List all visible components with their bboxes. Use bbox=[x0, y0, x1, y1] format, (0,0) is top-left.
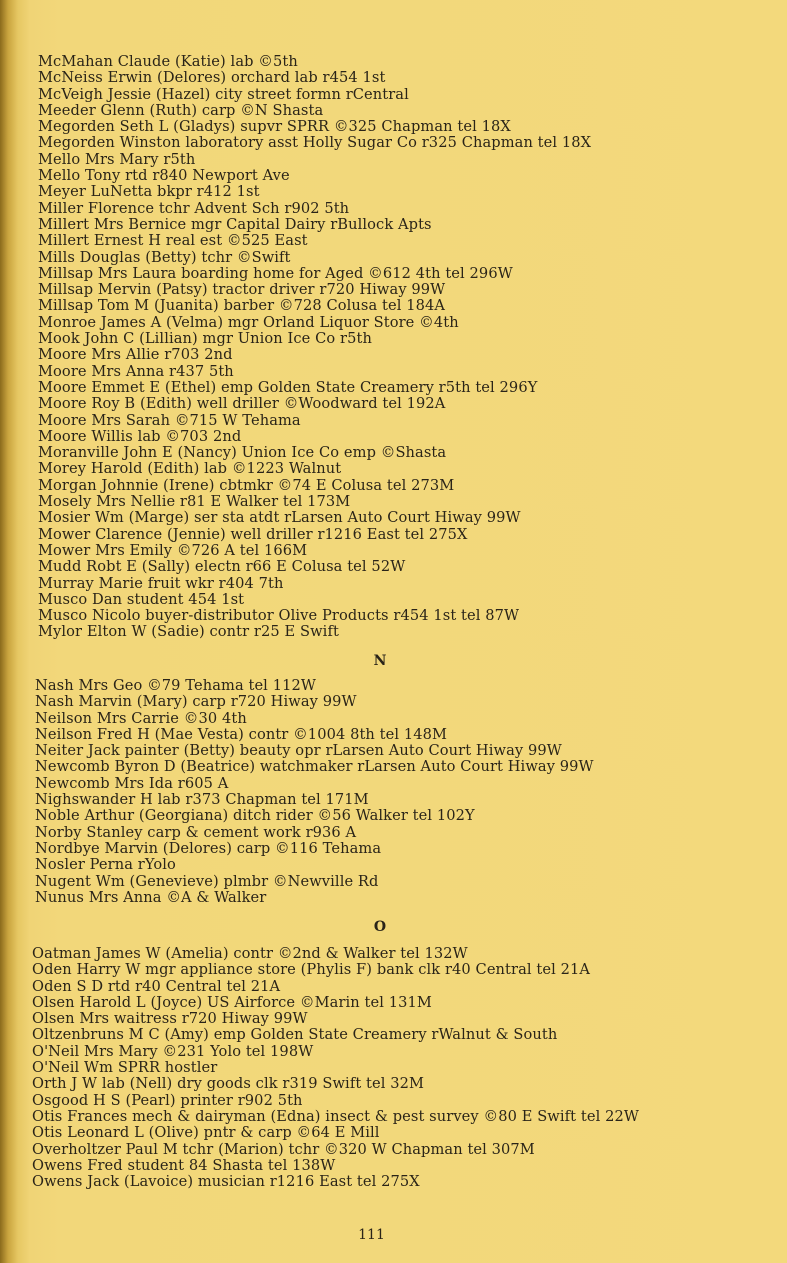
directory-entry: Owens Jack (Lavoice) musician r1216 East tel 275X bbox=[32, 1173, 420, 1191]
directory-entry: Oden S D rtd r40 Central tel 21A bbox=[32, 977, 281, 995]
directory-entry: Owens Fred student 84 Shasta tel 138W bbox=[32, 1156, 336, 1174]
directory-entry: Nighswander H lab r373 Chapman tel 171M bbox=[35, 791, 369, 809]
directory-entry: Neilson Mrs Carrie ©30 4th bbox=[35, 709, 247, 727]
directory-entry: Megorden Seth L (Gladys) supvr SPRR ©325 Chapman tel 18X bbox=[38, 118, 511, 136]
page-number: 111 bbox=[358, 1227, 385, 1243]
directory-entry: Megorden Winston laboratory asst Holly Sugar Co r325 Chapman tel 18X bbox=[38, 134, 592, 152]
directory-entry: Nunus Mrs Anna ©A & Walker bbox=[35, 888, 267, 906]
directory-entry: Neiter Jack painter (Betty) beauty opr rLarsen Auto Court Hiway 99W bbox=[35, 742, 562, 760]
section-heading-o: O bbox=[373, 919, 387, 935]
directory-entry: Mudd Robt E (Sally) electn r66 E Colusa tel 52W bbox=[38, 558, 406, 576]
directory-entry: Mower Mrs Emily ©726 A tel 166M bbox=[38, 541, 308, 559]
directory-entry: Morey Harold (Edith) lab ©1223 Walnut bbox=[38, 460, 342, 478]
directory-entry: Osgood H S (Pearl) printer r902 5th bbox=[32, 1091, 303, 1109]
directory-entry: Meeder Glenn (Ruth) carp ©N Shasta bbox=[38, 101, 324, 119]
directory-entry: McMahan Claude (Katie) lab ©5th bbox=[38, 53, 298, 70]
directory-entry: Mower Clarence (Jennie) well driller r1216 East tel 275X bbox=[38, 525, 468, 543]
directory-entry: Moore Mrs Sarah ©715 W Tehama bbox=[38, 411, 301, 429]
directory-entry: Oden Harry W mgr appliance store (Phylis F) bank clk r40 Central tel 21A bbox=[32, 961, 591, 979]
section-n-entries bbox=[35, 678, 775, 906]
directory-entry: Moore Emmet E (Ethel) emp Golden State Creamery r5th tel 296Y bbox=[38, 378, 538, 396]
directory-entry: Morgan Johnnie (Irene) cbtmkr ©74 E Colusa tel 273M bbox=[38, 476, 455, 494]
directory-entry: Mello Mrs Mary r5th bbox=[38, 150, 196, 168]
directory-entry: McNeiss Erwin (Delores) orchard lab r454 1st bbox=[38, 69, 386, 87]
directory-entry: Moore Willis lab ©703 2nd bbox=[38, 427, 242, 445]
directory-entry: Musco Nicolo buyer-distributor Olive Products r454 1st tel 87W bbox=[38, 607, 520, 625]
directory-entry: Meyer LuNetta bkpr r412 1st bbox=[38, 183, 260, 201]
directory-entry: Moranville John E (Nancy) Union Ice Co emp ©Shasta bbox=[38, 444, 447, 462]
directory-entry: Monroe James A (Velma) mgr Orland Liquor Store ©4th bbox=[38, 313, 459, 331]
directory-entry: Otis Frances mech & dairyman (Edna) insect & pest survey ©80 E Swift tel 22W bbox=[32, 1107, 639, 1125]
section-o-entries bbox=[32, 946, 772, 1190]
directory-entry: Millsap Mervin (Patsy) tractor driver r720 Hiway 99W bbox=[38, 281, 446, 299]
directory-entry: O'Neil Wm SPRR hostler bbox=[32, 1059, 218, 1077]
directory-entry: Noble Arthur (Georgiana) ditch rider ©56 Walker tel 102Y bbox=[35, 807, 475, 825]
directory-entry: Murray Marie fruit wkr r404 7th bbox=[38, 574, 284, 592]
directory-entry: Nash Marvin (Mary) carp r720 Hiway 99W bbox=[35, 693, 357, 711]
directory-entry: Nosler Perna rYolo bbox=[35, 856, 176, 874]
directory-entry: Newcomb Mrs Ida r605 A bbox=[35, 774, 229, 792]
directory-entry: Millsap Tom M (Juanita) barber ©728 Colusa tel 184A bbox=[38, 297, 446, 315]
directory-entry: Oatman James W (Amelia) contr ©2nd & Walker tel 132W bbox=[32, 945, 468, 962]
directory-entry: Mylor Elton W (Sadie) contr r25 E Swift bbox=[38, 623, 339, 641]
directory-entry: Mello Tony rtd r840 Newport Ave bbox=[38, 167, 290, 185]
directory-entry: Oltzenbruns M C (Amy) emp Golden State Creamery rWalnut & South bbox=[32, 1026, 558, 1044]
directory-entry: Olsen Mrs waitress r720 Hiway 99W bbox=[32, 1010, 308, 1028]
directory-entry: Orth J W lab (Nell) dry goods clk r319 Swift tel 32M bbox=[32, 1075, 425, 1093]
directory-entry: Moore Roy B (Edith) well driller ©Woodward tel 192A bbox=[38, 395, 446, 413]
directory-entry: Nugent Wm (Genevieve) plmbr ©Newville Rd bbox=[35, 872, 379, 890]
directory-entry: Moore Mrs Allie r703 2nd bbox=[38, 346, 233, 364]
directory-entry: Millsap Mrs Laura boarding home for Aged ©612 4th tel 296W bbox=[38, 264, 513, 282]
directory-entry: Mosier Wm (Marge) ser sta atdt rLarsen Auto Court Hiway 99W bbox=[38, 509, 521, 527]
directory-entry: Nash Mrs Geo ©79 Tehama tel 112W bbox=[35, 677, 316, 694]
directory-entry: Mook John C (Lillian) mgr Union Ice Co r5th bbox=[38, 330, 372, 348]
directory-entry: O'Neil Mrs Mary ©231 Yolo tel 198W bbox=[32, 1042, 314, 1060]
directory-entry: Millert Ernest H real est ©525 East bbox=[38, 232, 308, 250]
directory-entry: Moore Mrs Anna r437 5th bbox=[38, 362, 234, 380]
directory-entry: Otis Leonard L (Olive) pntr & carp ©64 E Mill bbox=[32, 1124, 380, 1142]
directory-entry: Mosely Mrs Nellie r81 E Walker tel 173M bbox=[38, 493, 351, 511]
directory-entry: Mills Douglas (Betty) tchr ©Swift bbox=[38, 248, 291, 266]
directory-entry: Neilson Fred H (Mae Vesta) contr ©1004 8th tel 148M bbox=[35, 725, 448, 743]
directory-entry: Millert Mrs Bernice mgr Capital Dairy rBullock Apts bbox=[38, 215, 432, 233]
directory-entry: Norby Stanley carp & cement work r936 A bbox=[35, 823, 357, 841]
section-heading-n: N bbox=[373, 653, 387, 669]
directory-entry: McVeigh Jessie (Hazel) city street formn rCentral bbox=[38, 85, 409, 103]
directory-entry: Nordbye Marvin (Delores) carp ©116 Tehama bbox=[35, 839, 382, 857]
directory-entry: Musco Dan student 454 1st bbox=[38, 590, 245, 608]
directory-entry: Olsen Harold L (Joyce) US Airforce ©Marin tel 131M bbox=[32, 993, 432, 1011]
directory-entry: Miller Florence tchr Advent Sch r902 5th bbox=[38, 199, 350, 217]
directory-entry: Overholtzer Paul M tchr (Marion) tchr ©320 W Chapman tel 307M bbox=[32, 1140, 535, 1158]
section-m-entries bbox=[38, 54, 778, 641]
directory-entry: Newcomb Byron D (Beatrice) watchmaker rLarsen Auto Court Hiway 99W bbox=[35, 758, 594, 776]
